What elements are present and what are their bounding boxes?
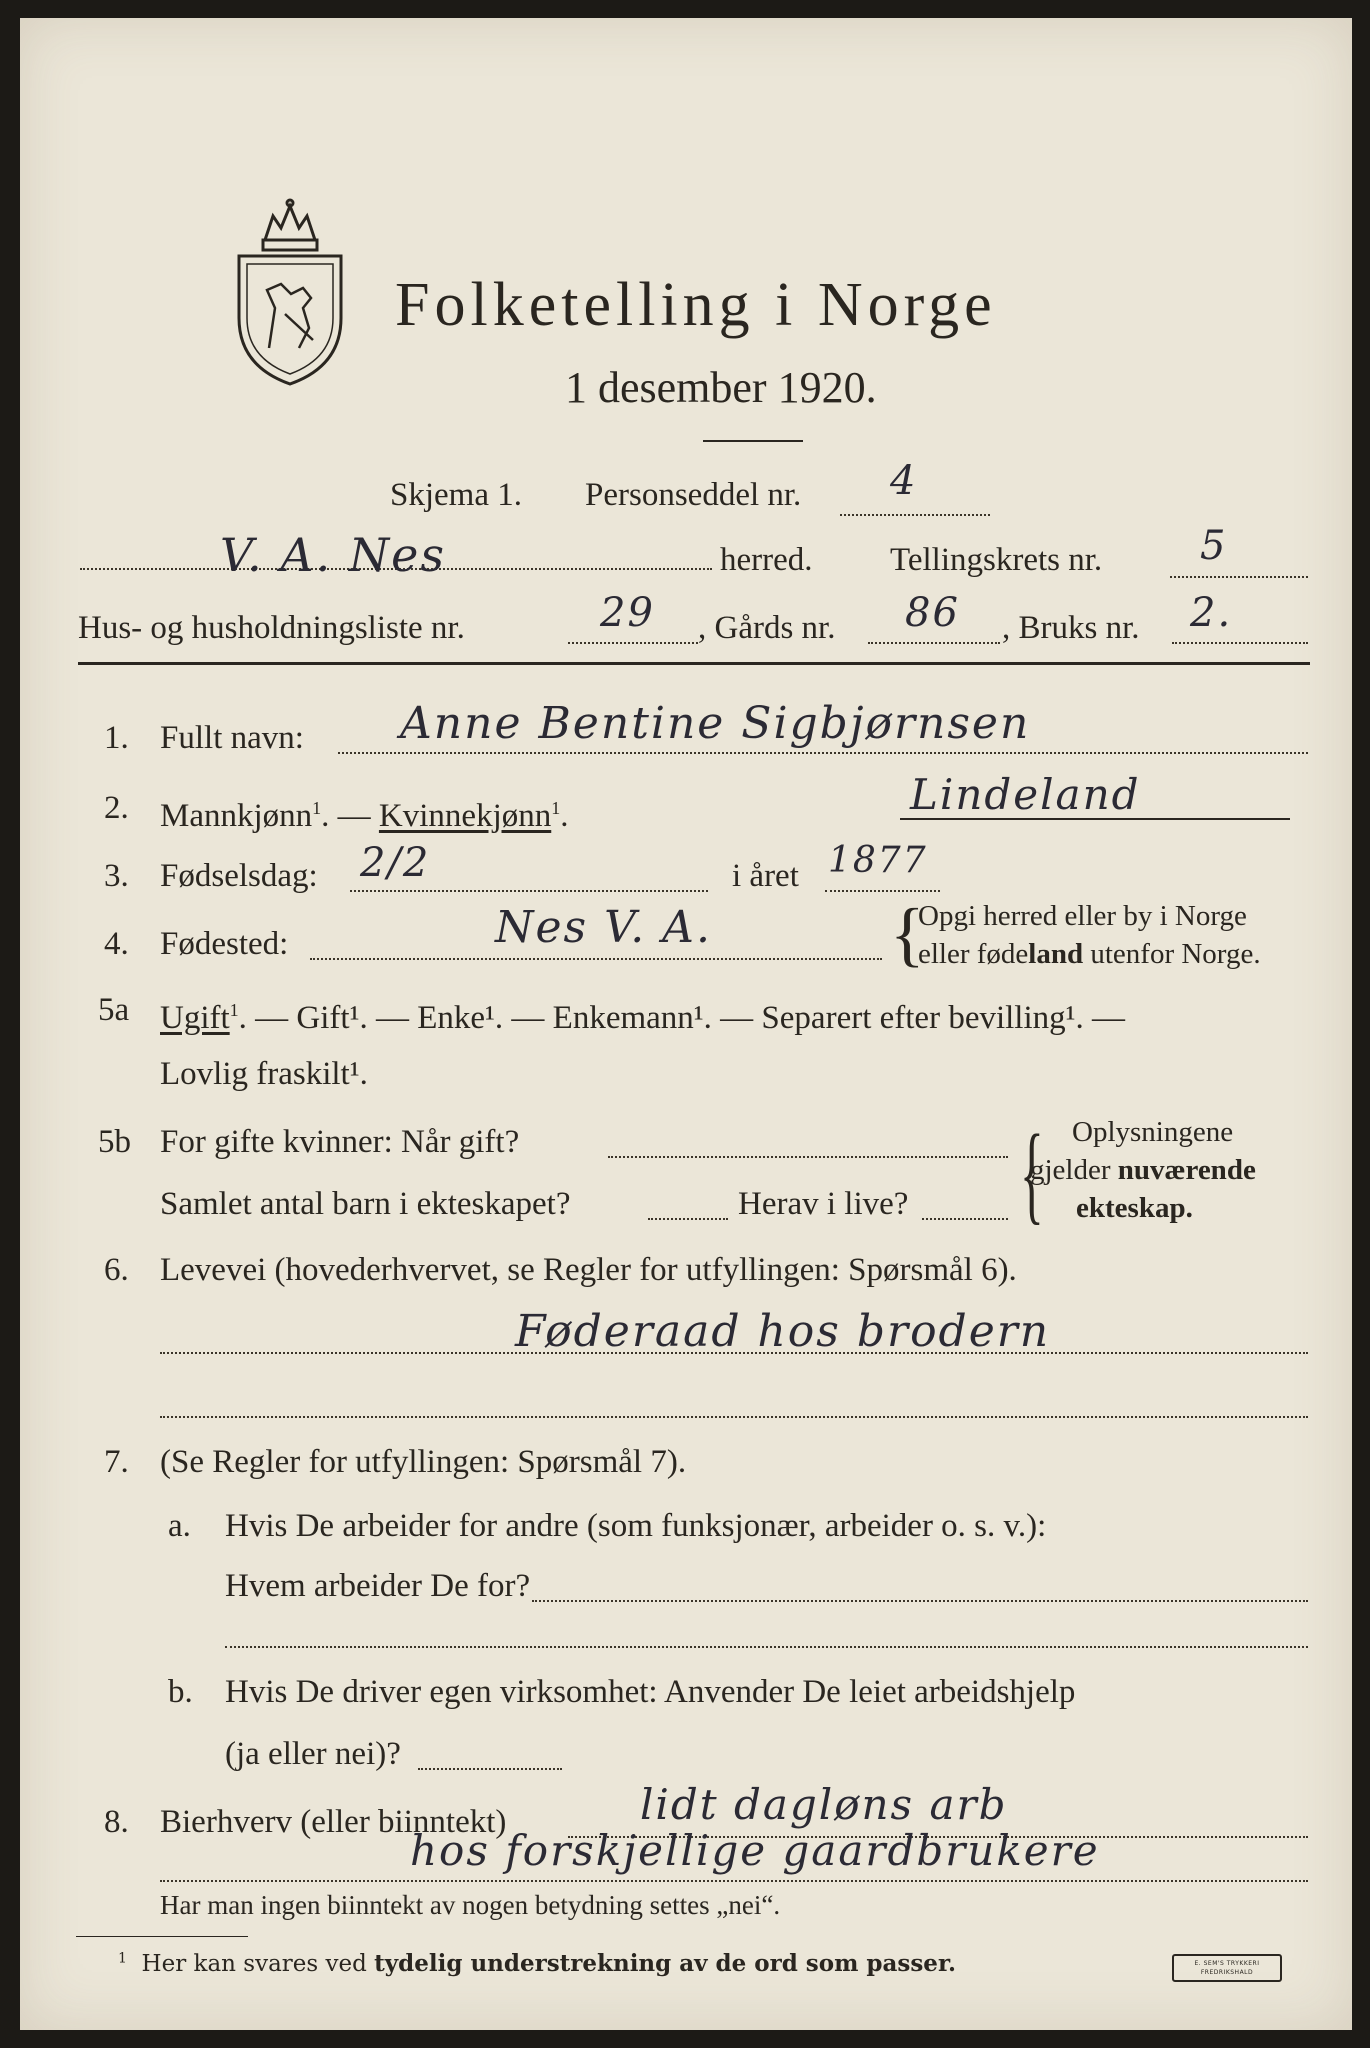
husliste-value: 29 — [600, 590, 655, 636]
husliste-line — [568, 642, 698, 644]
q8-line2 — [160, 1880, 1308, 1882]
footnote-sup: 1 — [118, 1950, 127, 1967]
herred-value: V. A. Nes — [220, 528, 446, 582]
q5b-note-line2 — [1030, 1152, 1256, 1188]
q3-label: Fødselsdag: — [160, 858, 318, 894]
q5a-ugift-sup: 1 — [229, 1000, 239, 1020]
q2-number: 2. — [104, 790, 129, 826]
q2-female-sup: 1 — [551, 798, 561, 818]
q4-number: 4. — [104, 926, 129, 962]
q2-male-label: Mannkjønn — [160, 798, 313, 834]
q5a-number: 5a — [98, 992, 130, 1028]
q7a-text: Hvis De arbeider for andre (som funksjonær, arbeider o. s. v.): — [225, 1508, 1047, 1544]
q5b-children-label: Samlet antal barn i ekteskapet? — [160, 1186, 571, 1222]
q1-number: 1. — [104, 720, 129, 756]
q2-end: . — [560, 798, 569, 834]
norwegian-coat-of-arms-icon — [225, 198, 355, 388]
skjema-label: Skjema 1. — [390, 477, 522, 513]
q7b-text: Hvis De driver egen virksomhet: Anvender De leiet arbeidshjelp — [225, 1674, 1076, 1710]
q4-label: Fødested: — [160, 926, 289, 962]
tellingskrets-value: 5 — [1200, 523, 1228, 569]
q5a-ugift: Ugift — [160, 1000, 230, 1036]
q5b-brace: { — [1020, 1112, 1044, 1234]
q5b-when-line — [608, 1156, 1008, 1158]
footnote-text-a: Her kan svares ved — [141, 1951, 375, 1977]
gards-line — [868, 642, 1000, 644]
q5b-note-line1: Oplysningene — [1072, 1116, 1234, 1148]
q3-year-label: i året — [732, 858, 799, 894]
q7-number: 7. — [104, 1444, 129, 1480]
q6-line2 — [160, 1416, 1308, 1418]
personseddel-line — [840, 514, 990, 516]
census-date: 1 desember 1920. — [565, 363, 877, 412]
q5b-note2b: nuværende — [1117, 1154, 1256, 1186]
q7a-line — [532, 1600, 1308, 1602]
q7a-number: a. — [168, 1508, 191, 1544]
q2-gender — [160, 788, 569, 836]
q1-label: Fullt navn: — [160, 720, 304, 756]
q1-name-underline — [900, 818, 1290, 820]
personseddel-label: Personseddel nr. — [585, 477, 802, 513]
title-divider — [703, 440, 803, 442]
q2-separator: . — — [321, 798, 379, 834]
q7a-line-extra — [225, 1646, 1308, 1648]
printer-mark-text: E. SEM'S TRYKKERI FREDRIKSHALD — [1194, 1960, 1260, 1976]
form-title: Folketelling i Norge — [395, 271, 997, 339]
q3-day-value: 2/2 — [360, 840, 431, 886]
footnote-divider — [76, 1936, 248, 1937]
q1-name-value-line2: Lindeland — [910, 770, 1141, 819]
q5b-note2a: gjelder — [1030, 1154, 1118, 1186]
herred-label: herred. — [720, 542, 813, 578]
q5b-alive-label: Herav i live? — [738, 1186, 909, 1222]
q7b-line — [418, 1768, 562, 1770]
q6-number: 6. — [104, 1252, 129, 1288]
gards-label: , Gårds nr. — [698, 610, 836, 646]
q8-label: Bierhverv (eller biinntekt) — [160, 1804, 507, 1840]
footnote-text-b: tydelig understrekning av de ord som passer. — [374, 1950, 956, 1977]
q4-birthplace-value: Nes V. A. — [495, 902, 712, 953]
q5b-alive-line — [922, 1218, 1008, 1220]
q5a-line2: Lovlig fraskilt¹. — [160, 1056, 368, 1092]
q1-line — [338, 752, 1308, 754]
q2-female-label: Kvinnekjønn — [378, 798, 552, 834]
q4-line — [310, 958, 882, 960]
q3-number: 3. — [104, 858, 129, 894]
q5b-children-line — [648, 1218, 728, 1220]
bruks-label: , Bruks nr. — [1002, 610, 1140, 646]
personseddel-value: 4 — [890, 458, 918, 504]
q5a-rest: . — Gift¹. — Enke¹. — Enkemann¹. — Separert efter bevilling¹. — — [238, 1000, 1126, 1036]
bruks-value: 2. — [1190, 590, 1233, 636]
q5b-number: 5b — [98, 1124, 131, 1160]
q7-label: (Se Regler for utfyllingen: Spørsmål 7). — [160, 1444, 687, 1480]
q8-value-line2: hos forskjellige gaardbrukere — [410, 1826, 1100, 1875]
printer-mark — [1172, 1954, 1282, 1982]
q1-name-value: Anne Bentine Sigbjørnsen — [400, 698, 1031, 749]
gards-value: 86 — [905, 590, 960, 636]
q4-brace: { — [890, 894, 925, 974]
census-form-page — [20, 18, 1352, 2030]
q7b-line2: (ja eller nei)? — [225, 1736, 401, 1772]
tellingskrets-label: Tellingskrets nr. — [890, 542, 1103, 578]
bleed-through-text — [460, 136, 467, 168]
q4-note-line2 — [918, 936, 1261, 972]
q8-value-line1: lidt dagløns arb — [640, 1780, 1008, 1829]
q5a-options — [160, 990, 1125, 1038]
q5b-line1: For gifte kvinner: Når gift? — [160, 1124, 520, 1160]
q3-day-line — [350, 890, 708, 892]
q8-note: Har man ingen biinntekt av nogen betydning settes „nei“. — [160, 1890, 781, 1920]
q2-male-sup: 1 — [312, 798, 322, 818]
husliste-label: Hus- og husholdningsliste nr. — [78, 610, 465, 646]
footnote — [118, 1950, 956, 1977]
q3-year-line — [825, 890, 940, 892]
q4-note-a: eller føde — [918, 938, 1029, 970]
q3-year-value: 1877 — [828, 840, 928, 881]
q4-note-c: utenfor Norge. — [1083, 938, 1261, 970]
q7a-line2: Hvem arbeider De for? — [225, 1568, 531, 1604]
tellingskrets-line — [1170, 576, 1308, 578]
q6-line1 — [160, 1352, 1308, 1354]
q8-number: 8. — [104, 1804, 129, 1840]
section-divider — [78, 662, 1310, 665]
q4-note-bold: land — [1028, 938, 1084, 970]
q5b-note-line3: ekteskap. — [1076, 1192, 1193, 1224]
q4-note-line1: Opgi herred eller by i Norge — [918, 900, 1247, 932]
q7b-number: b. — [168, 1674, 193, 1710]
q6-occupation-value: Føderaad hos brodern — [515, 1306, 1051, 1357]
q6-label: Levevei (hovederhvervet, se Regler for utfyllingen: Spørsmål 6). — [160, 1252, 1017, 1288]
bruks-line — [1172, 642, 1308, 644]
